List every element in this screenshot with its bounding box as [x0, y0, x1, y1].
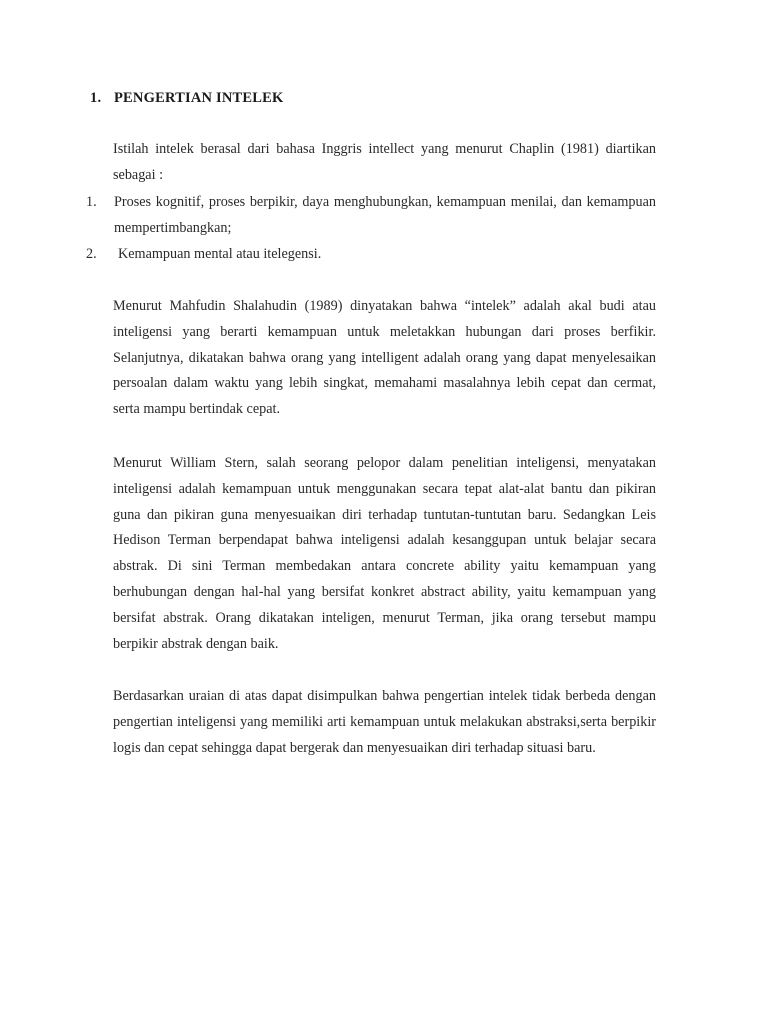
list-item-text: Kemampuan mental atau itelegensi. — [118, 245, 322, 262]
paragraph-conclusion: Berdasarkan uraian di atas dapat disimpulkan bahwa pengertian intelek tidak berbeda dengan pengertian inteligensi yang memiliki arti kemampuan untuk melakukan abstraksi,serta berpikir logis dan cepat sehingga dapat bergerak dan menyesuaikan diri terhadap situasi baru. — [113, 688, 656, 756]
list-item — [0, 190, 768, 242]
definition-list — [0, 190, 768, 267]
paragraph-mahfudin: Menurut Mahfudin Shalahudin (1989) dinyatakan bahwa “intelek” adalah akal budi atau inteligensi yang berarti kemampuan untuk meletakkan hubungan dari proses berfikir. Selanjutnya, dikatakan bahwa orang yang intelligent adalah orang yang dapat menyelesaikan persoalan dalam waktu yang lebih singkat, memahami masalahnya lebih cepat dan cermat, serta mampu bertindak cepat. — [113, 298, 656, 418]
section-title: PENGERTIAN INTELEK — [114, 90, 284, 106]
list-item-marker: 2. — [86, 245, 97, 262]
intro-paragraph: Istilah intelek berasal dari bahasa Inggris intellect yang menurut Chaplin (1981) diartikan sebagai : — [113, 141, 656, 183]
section-number: 1. — [90, 90, 102, 106]
section-heading — [90, 90, 283, 107]
list-item-marker: 1. — [86, 194, 97, 210]
paragraph-stern-terman: Menurut William Stern, salah seorang pelopor dalam penelitian inteligensi, menyatakan inteligensi adalah kemampuan untuk menggunakan secara tepat alat-alat bantu dan pikiran guna dan pikiran guna menyesuaikan diri terhadap tuntutan-tuntutan baru. Sedangkan Leis Hedison Terman berpendapat bahwa inteligensi adalah kesanggupan untuk belajar secara abstrak. Di sini Terman membedakan antara concrete ability yaitu kemampuan yang berhubungan dengan hal-hal yang bersifat konkret abstract ability, yaitu kemampuan yang bersifat abstrak. Orang dikatakan inteligen, menurut Terman, jika orang tersebut mampu berpikir abstrak dengan baik. — [113, 455, 656, 652]
list-item-text: Proses kognitif, proses berpikir, daya menghubungkan, kemampuan menilai, dan kemampuan mempertimbangkan; — [114, 194, 656, 236]
list-item — [0, 242, 768, 268]
